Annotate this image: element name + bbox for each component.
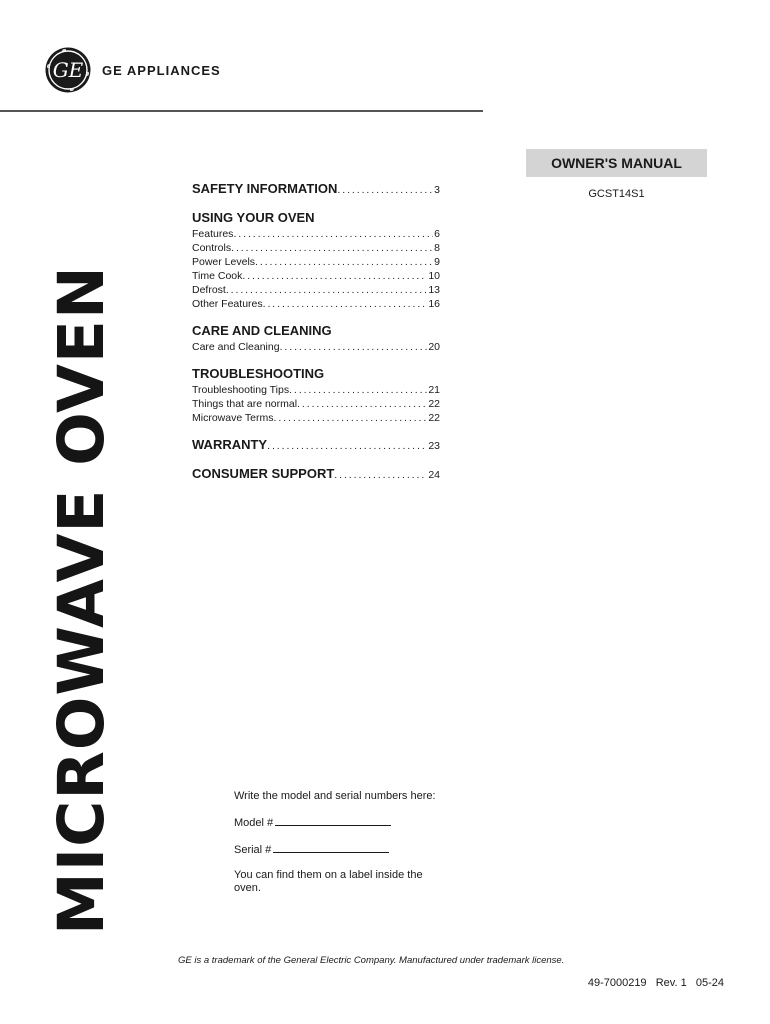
toc-page: 3 <box>434 184 440 196</box>
toc-entry-microwave-terms[interactable]: Microwave Terms . . . 22 <box>192 412 440 426</box>
model-field <box>234 815 449 830</box>
serial-label: Serial # <box>234 844 272 856</box>
table-of-contents <box>192 181 440 484</box>
serial-blank[interactable] <box>273 842 389 853</box>
model-label: Model # <box>234 817 274 829</box>
record-intro: Write the model and serial numbers here: <box>234 790 436 802</box>
document-number: 49-7000219 Rev. 1 05-24 <box>587 977 724 989</box>
toc-label: SAFETY INFORMATION <box>192 181 338 196</box>
toc-entry-safety[interactable] <box>192 181 440 199</box>
model-number: GCST14S1 <box>588 188 645 200</box>
serial-field <box>234 842 449 857</box>
toc-label: WARRANTY <box>192 437 268 452</box>
ge-logo <box>44 46 92 94</box>
toc-entry-warranty[interactable] <box>192 437 440 455</box>
toc-heading-troubleshooting: TROUBLESHOOTING <box>192 366 325 381</box>
toc-page: 23 <box>428 440 440 452</box>
model-blank[interactable] <box>275 815 391 826</box>
model-serial-record <box>234 790 449 895</box>
record-note: You can find them on a label inside the oven. <box>234 869 423 894</box>
brand-name: GE APPLIANCES <box>102 63 221 78</box>
toc-entry-features[interactable]: Features . . . 6 <box>192 228 440 242</box>
toc-entry-power-levels[interactable]: Power Levels . . . 9 <box>192 256 440 270</box>
toc-entry-other-features[interactable]: Other Features . . . 16 <box>192 298 440 312</box>
toc-entry-things-normal[interactable]: Things that are normal . . . 22 <box>192 398 440 412</box>
header-divider <box>0 110 483 112</box>
toc-entry-troubleshooting-tips[interactable]: Troubleshooting Tips . . . 21 <box>192 384 440 398</box>
toc-heading-care: CARE AND CLEANING <box>192 323 332 338</box>
toc-entry-controls[interactable]: Controls . . . 8 <box>192 242 440 256</box>
toc-label: CONSUMER SUPPORT <box>192 466 335 481</box>
owners-manual-badge: OWNER'S MANUAL <box>526 149 707 177</box>
toc-entry-consumer-support[interactable] <box>192 466 440 484</box>
toc-page: 24 <box>428 469 440 481</box>
toc-entry-defrost[interactable]: Defrost . . . 13 <box>192 284 440 298</box>
toc-entry-time-cook[interactable]: Time Cook . . . 10 <box>192 270 440 284</box>
trademark-notice: GE is a trademark of the General Electric Company. Manufactured under trademark license. <box>178 955 565 966</box>
toc-heading-using: USING YOUR OVEN <box>192 210 315 225</box>
toc-entry-care-cleaning[interactable]: Care and Cleaning . . . 20 <box>192 341 440 355</box>
vertical-title: MICROWAVE OVEN <box>45 265 118 935</box>
ge-logo-text: GE <box>52 58 84 82</box>
